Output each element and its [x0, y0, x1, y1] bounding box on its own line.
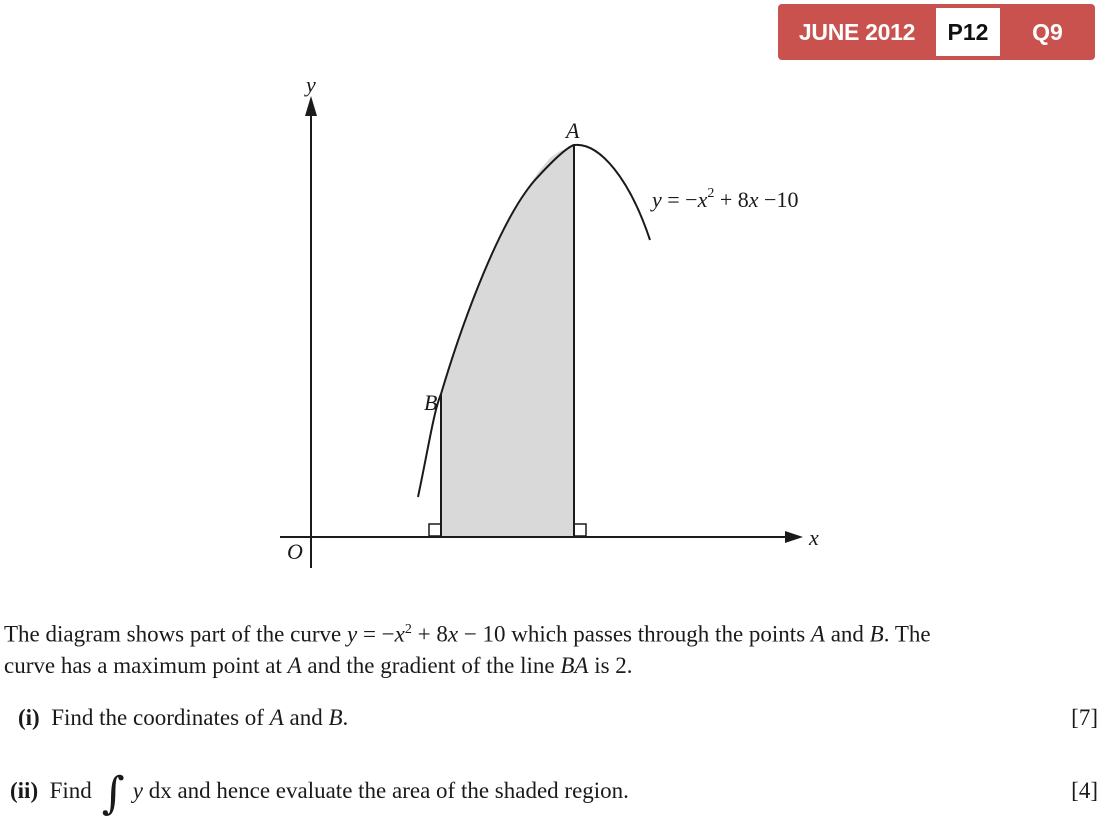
paper-number: P12: [936, 8, 1000, 56]
x-axis-label: x: [809, 525, 819, 550]
part-ii-label: (ii): [10, 778, 39, 803]
question-number: Q9: [1032, 18, 1063, 45]
exam-date: JUNE 2012: [798, 18, 916, 45]
part-i: (i) Find the coordinates of A and B.: [18, 705, 349, 730]
point-a-label: A: [566, 118, 580, 143]
y-axis-label: y: [306, 72, 316, 97]
right-angle-marker-a: [574, 524, 586, 536]
shaded-region: [441, 146, 574, 536]
origin-label: O: [287, 539, 303, 564]
part-ii: (ii) Find ∫ y dx and hence evaluate the area of the shaded region.: [10, 768, 629, 819]
right-angle-marker-b: [429, 524, 441, 536]
point-b-label: B: [424, 390, 438, 415]
part-ii-marks: [4]: [1071, 778, 1098, 803]
x-axis-arrow-icon: [785, 531, 803, 543]
question-intro: The diagram shows part of the curve $y = -x^2 + 8x - 10$ which passes through the points A and B. The curve has a maximum point at A and the gradient of the line BA is 2.: [4, 621, 931, 678]
part-i-label: (i): [18, 705, 40, 730]
y-axis-arrow-icon: [305, 96, 317, 116]
part-i-marks: [7]: [1071, 705, 1098, 730]
curve-equation-label: $y = -x^2 + 8x -10$: [652, 186, 799, 212]
integral-sign-icon: ∫: [101, 768, 125, 819]
